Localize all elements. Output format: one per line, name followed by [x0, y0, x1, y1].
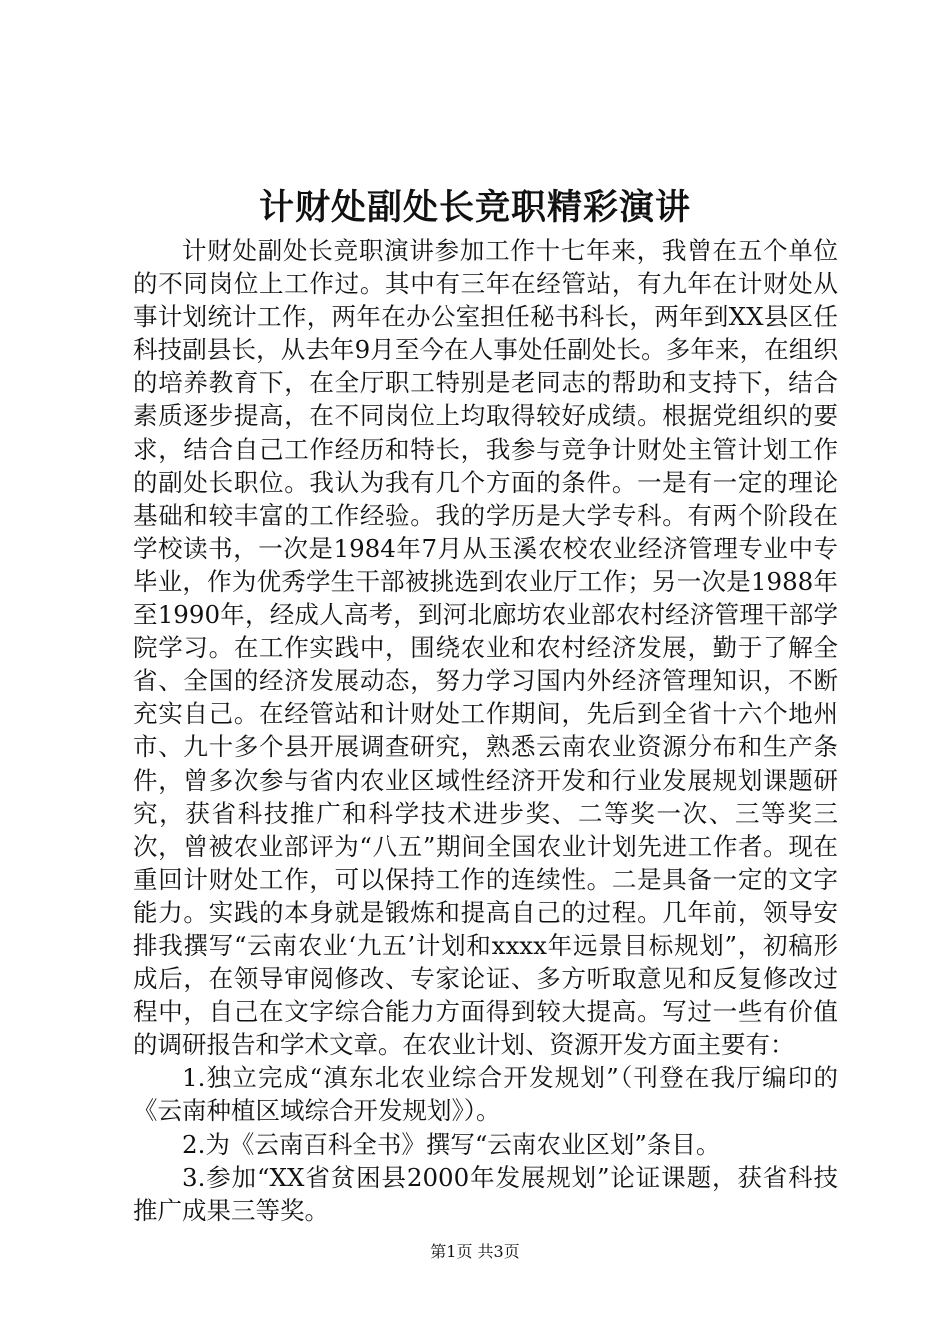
paragraph-item-1: 1.独立完成“滇东北农业综合开发规划”（刊登在我厅编印的《云南种植区域综合开发规划》）。 — [133, 1063, 838, 1126]
paragraph-item-3: 3.参加“XX省贫困县2000年发展规划”论证课题，获省科技推广成果三等奖。 — [133, 1162, 838, 1225]
page-footer: 第1页 共3页 — [430, 1242, 520, 1261]
paragraph-intro: 计财处副处长竞职演讲参加工作十七年来，我曾在五个单位的不同岗位上工作过。其中有三年在经管站，有九年在计财处从事计划统计工作，两年在办公室担任秘书科长，两年到XX县区任科技副县长，从去年9月至今在人事处任副处长。多年来，在组织的培养教育下，在全厅职工特别是老同志的帮助和支持下，结合素质逐步提高，在不同岗位上均取得较好成绩。根据党组织的要求，结合自己工作经历和特长，我参与竞争计财处主管计划工作的副处长职位。我认为我有几个方面的条件。一是有一定的理论基础和较丰富的工作经验。我的学历是大学专科。有两个阶段在学校读书，一次是1984年7月从玉溪农校农业经济管理专业中专毕业，作为优秀学生干部被挑选到农业厅工作；另一次是1988年至1990年，经成人高考，到河北廊坊农业部农村经济管理干部学院学习。在工作实践中，围绕农业和农村经济发展，勤于了解全省、全国的经济发展动态，努力学习国内外经济管理知识，不断充实自己。在经管站和计财处工作期间，先后到全省十六个地州市、九十多个县开展调查研究，熟悉云南农业资源分布和生产条件，曾多次参与省内农业区域性经济开发和行业发展规划课题研究，获省科技推广和科学技术进步奖、二等奖一次、三等奖三次，曾被农业部评为“八五”期间全国农业计划先进工作者。现在重回计财处工作，可以保持工作的连续性。二是具备一定的文字能力。实践的本身就是锻炼和提高自己的过程。几年前，领导安排我撰写“云南农业‘九五’计划和xxxx年远景目标规划”，初稿形成后，在领导审阅修改、专家论证、多方听取意见和反复修改过程中，自己在文字综合能力方面得到较大提高。写过一些有价值的调研报告和学术文章。在农业计划、资源开发方面主要有： — [133, 236, 838, 1060]
paragraph-item-2: 2.为《云南百科全书》撰写“云南农业区划”条目。 — [182, 1129, 721, 1159]
document-body — [133, 234, 838, 1227]
document-title: 计财处副处长竞职精彩演讲 — [258, 187, 691, 228]
